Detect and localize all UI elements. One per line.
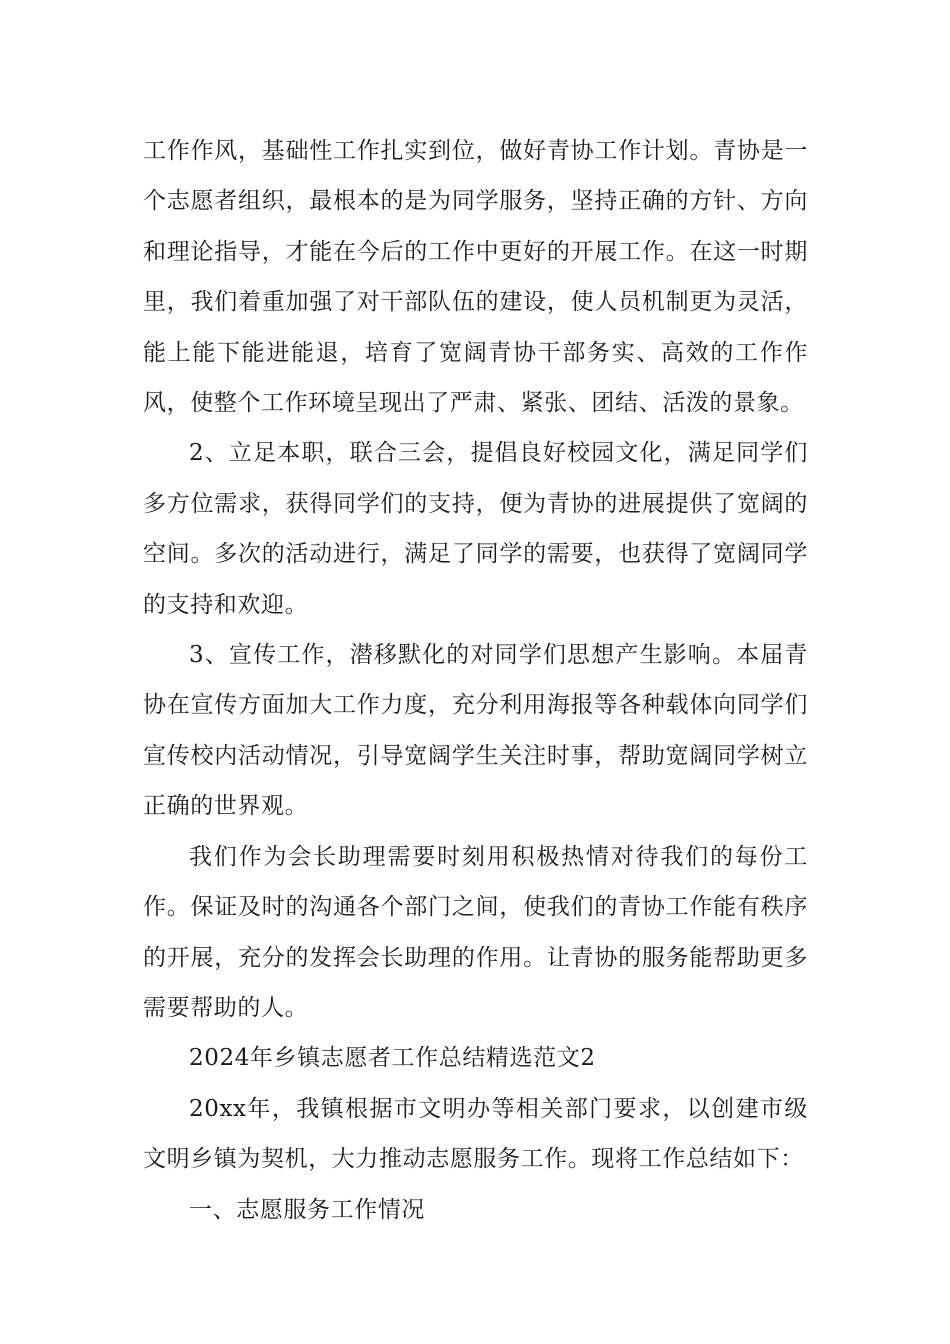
paragraph-work-style: 工作作风，基础性工作扎实到位，做好青协工作计划。青协是一个志愿者组织，最根本的是为同学服务，坚持正确的方针、方向和理论指导，才能在今后的工作中更好的开展工作。在这一时期里，我们着重加强了对干部队伍的建设，使人员机制更为灵活，能上能下能进能退，培育了宽阔青协干部务实、高效的工作作风，使整个工作环境呈现出了严肃、紧张、团结、活泼的景象。 [143, 138, 808, 417]
paragraph-assistant-duty: 我们作为会长助理需要时刻用积极热情对待我们的每份工作。保证及时的沟通各个部门之间，使我们的青协工作能有秩序的开展，充分的发挥会长助理的作用。让青协的服务能帮助更多需要帮助的人。 [143, 843, 808, 1021]
subheading-volunteer-service: 一、志愿服务工作情况 [189, 1196, 425, 1223]
paragraph-intro-20xx: 20xx年，我镇根据市文明办等相关部门要求，以创建市级文明乡镇为契机，大力推动志愿服务工作。现将工作总结如下： [143, 1095, 808, 1173]
section-heading-sample-2: 2024年乡镇志愿者工作总结精选范文2 [189, 1045, 596, 1072]
document-body [143, 126, 808, 1235]
paragraph-item-3: 3、宣传工作，潜移默化的对同学们思想产生影响。本届青协在宣传方面加大工作力度，充分利用海报等各种载体向同学们宣传校内活动情况，引导宽阔学生关注时事，帮助宽阔同学树立正确的世界观。 [143, 642, 808, 820]
paragraph-item-2: 2、立足本职，联合三会，提倡良好校园文化，满足同学们多方位需求，获得同学们的支持，便为青协的进展提供了宽阔的空间。多次的活动进行，满足了同学的需要，也获得了宽阔同学的支持和欢迎。 [143, 440, 808, 618]
